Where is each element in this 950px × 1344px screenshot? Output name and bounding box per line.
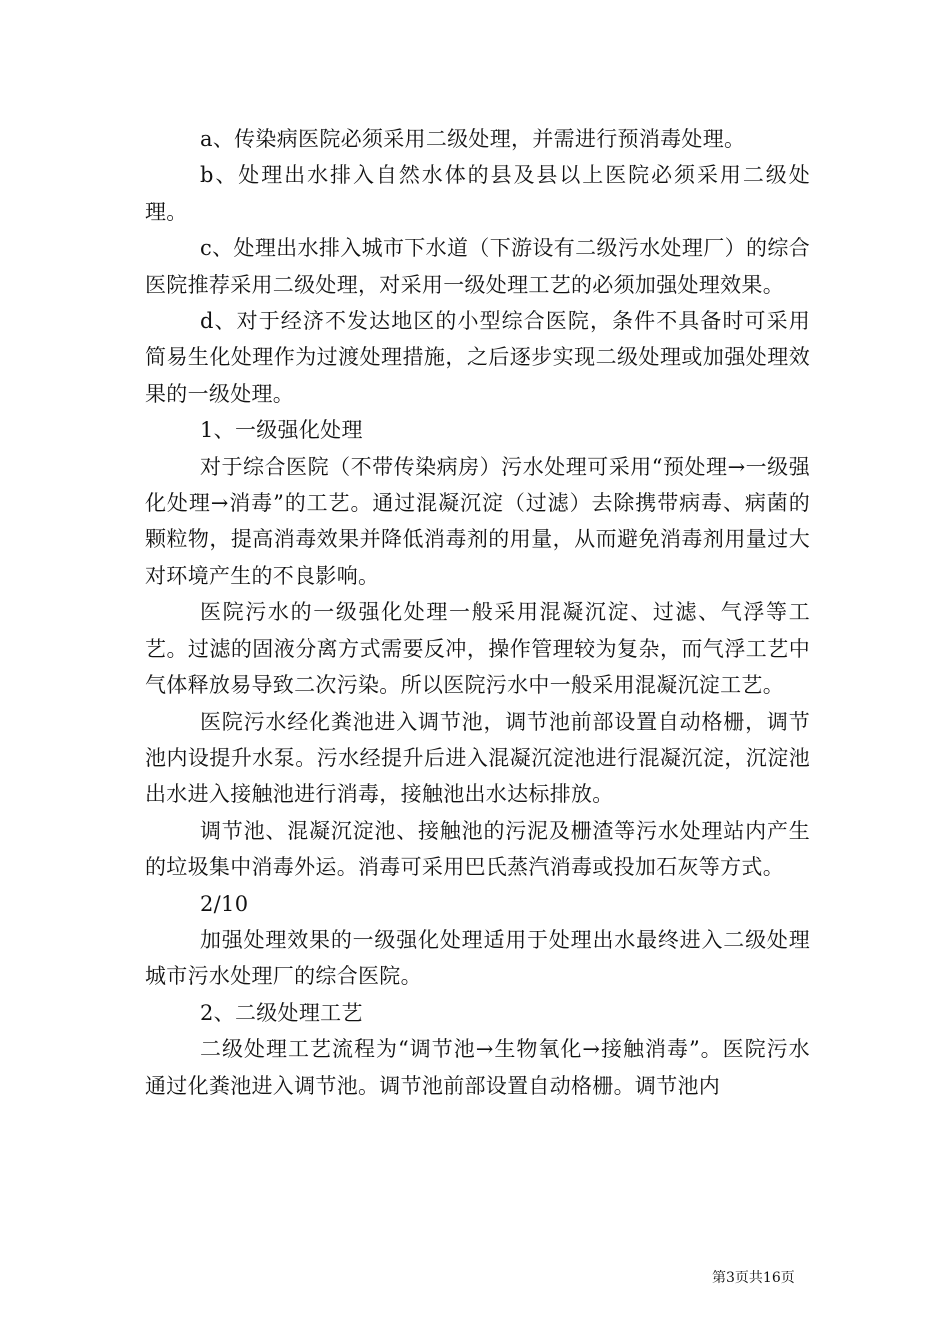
paragraph-secondary-flow: 二级处理工艺流程为“调节池→生物氧化→接触消毒”。医院污水通过化粪池进入调节池。调节池前部设置自动格栅。调节池内	[145, 1037, 810, 1098]
paragraph-item-d: d、对于经济不发达地区的小型综合医院，条件不具备时可采用简易生化处理作为过渡处理措施，之后逐步实现二级处理或加强处理效果的一级处理。	[145, 309, 810, 406]
section-heading-primary-enhanced: 1、一级强化处理	[200, 418, 363, 443]
paragraph-coagulation-methods: 医院污水的一级强化处理一般采用混凝沉淀、过滤、气浮等工艺。过滤的固液分离方式需要反冲，操作管理较为复杂，而气浮工艺中气体释放易导致二次污染。所以医院污水中一般采用混凝沉淀工艺。	[145, 600, 810, 698]
paragraph-item-a: a、传染病医院必须采用二级处理，并需进行预消毒处理。	[200, 127, 746, 151]
paragraph-item-c: c、处理出水排入城市下水道（下游设有二级污水处理厂）的综合医院推荐采用二级处理，对采用一级处理工艺的必须加强处理效果。	[145, 236, 810, 297]
paragraph-sludge-disposal: 调节池、混凝沉淀池、接触池的污泥及栅渣等污水处理站内产生的垃圾集中消毒外运。消毒可采用巴氏蒸汽消毒或投加石灰等方式。	[145, 818, 810, 880]
paragraph-enhanced-applicability: 加强处理效果的一级强化处理适用于处理出水最终进入二级处理城市污水处理厂的综合医院。	[145, 927, 810, 989]
paragraph-general-hospital-process: 对于综合医院（不带传染病房）污水处理可采用“预处理→一级强化处理→消毒”的工艺。通过混凝沉淀（过滤）去除携带病毒、病菌的颗粒物，提高消毒效果并降低消毒剂的用量，从而避免消毒剂用量过大对环境产生的不良影响。	[145, 454, 810, 588]
paragraph-item-b: b、处理出水排入自然水体的县及县以上医院必须采用二级处理。	[145, 163, 810, 224]
page-number-footer: 第3页共16页	[712, 1270, 795, 1286]
inline-page-marker: 2/10	[200, 891, 249, 916]
section-heading-secondary-process: 2、二级处理工艺	[200, 1000, 363, 1025]
document-body	[145, 121, 810, 1104]
paragraph-flow-description: 医院污水经化粪池进入调节池，调节池前部设置自动格栅，调节池内设提升水泵。污水经提升后进入混凝沉淀池进行混凝沉淀，沉淀池出水进入接触池进行消毒，接触池出水达标排放。	[145, 709, 810, 807]
